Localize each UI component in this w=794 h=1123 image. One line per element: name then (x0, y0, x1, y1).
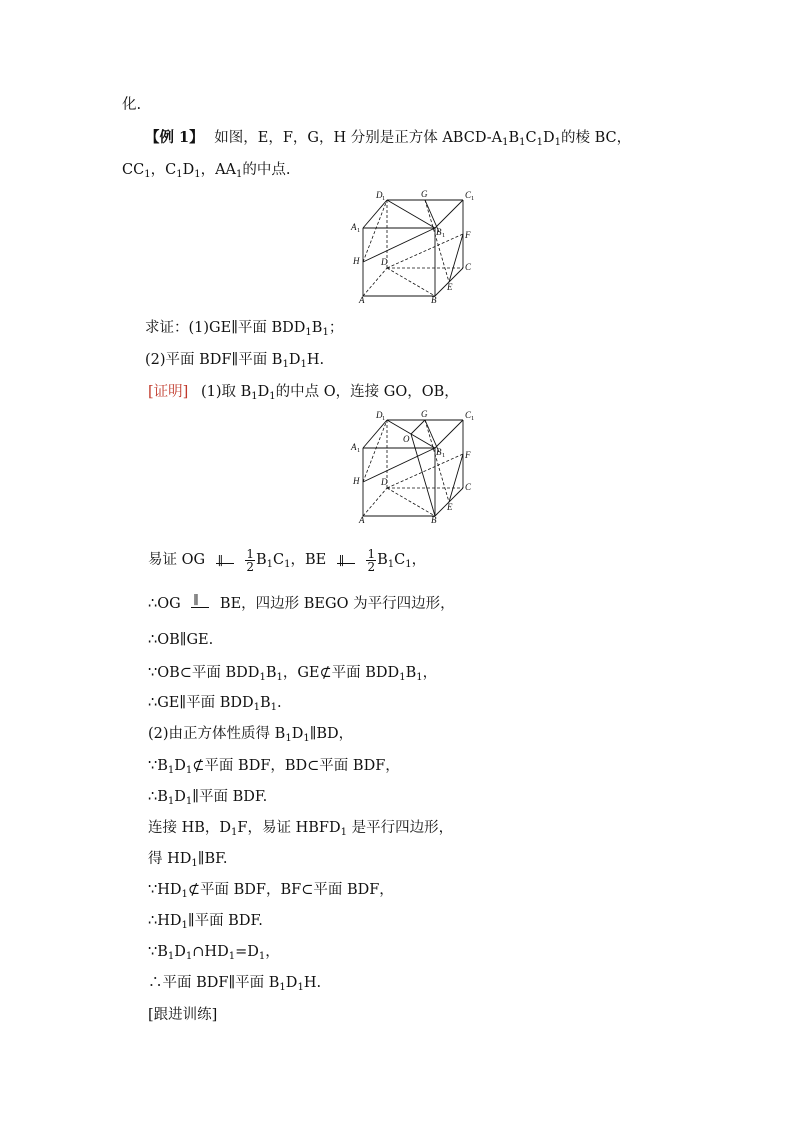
svg-text:A: A (351, 442, 357, 452)
svg-text:1: 1 (357, 227, 361, 234)
proof-line-14: ∴平面 BDF∥平面 $B_1D_1H$. (148, 975, 322, 993)
svg-text:D: D (381, 257, 388, 267)
svg-text:C: C (465, 262, 472, 272)
parallel-equal-symbol: ∥ (189, 594, 211, 614)
svg-text:F: F (465, 450, 471, 460)
svg-text:C: C (465, 410, 472, 420)
svg-text:B: B (431, 515, 437, 524)
svg-text:1: 1 (471, 415, 475, 422)
proof-line-9: 连接 HB，$D_1F$，易证 $HBFD_1$ 是平行四边形， (148, 820, 454, 838)
svg-text:E: E (447, 502, 453, 512)
proof-line-6: (2)由正方体性质得 $B_1D_1\parallel BD$， (148, 726, 354, 744)
svg-text:1: 1 (382, 195, 386, 202)
proof-line-3: ∴OB∥GE. (148, 632, 214, 648)
svg-text:O: O (403, 434, 410, 444)
svg-text:B: B (436, 447, 442, 457)
svg-text:A: A (359, 515, 365, 524)
svg-text:D: D (381, 477, 388, 487)
claim-2: (2)平面 BDF∥平面 $B_1D_1H$. (145, 352, 325, 370)
proof-line-11: $\because HD_1⊄$平面 BDF，BF⊂平面 BDF， (148, 882, 394, 900)
fraction-half: $\frac{1}{2}$ (367, 546, 376, 574)
proof-line-2: ∴OG ∥ BE，四边形 BEGO 为平行四边形， (148, 593, 455, 612)
svg-text:1: 1 (442, 452, 446, 459)
parallel-equal-symbol: ∥ (335, 550, 357, 570)
svg-text:A: A (359, 295, 365, 304)
svg-text:B: B (436, 227, 442, 237)
proof-line-1: 易证 OG ∥ $\frac{1}{2}$ $B_1C_1$，BE ∥ $\frac{1}{2}$ $B_1C_1$， (148, 546, 427, 574)
svg-text:1: 1 (471, 195, 475, 202)
paragraph-end: 化. (122, 97, 142, 113)
svg-text:C: C (465, 482, 472, 492)
example-line-1: 【例 1】 如图，E，F，G，H 分别是正方体 ABCD-$A_1B_1C_1D_1$的棱 BC， (145, 129, 632, 148)
svg-text:D: D (376, 410, 383, 420)
svg-text:G: G (421, 189, 428, 199)
svg-text:H: H (353, 476, 360, 486)
svg-text:1: 1 (442, 232, 446, 239)
proof-line-10: 得 $HD_1\parallel BF$. (148, 851, 228, 869)
proof-tag: [证明] (148, 384, 189, 400)
proof-line-7: $\because B_1D_1⊄$平面 BDF，BD⊂平面 BDF， (148, 758, 400, 776)
svg-text:1: 1 (382, 415, 386, 422)
cube-figure-1 (345, 186, 485, 304)
proof-line-4: ∵OB⊂平面 $BDD_1B_1$，GE⊄平面 $BDD_1B_1$， (148, 665, 438, 683)
svg-text:E: E (447, 282, 453, 292)
proof-line-13: $\because B_1D_1\cap HD_1=D_1$， (148, 944, 280, 962)
svg-text:1: 1 (357, 447, 361, 454)
cube-figure-2 (345, 406, 485, 524)
example-tag: 【例 1】 (145, 129, 204, 146)
proof-line-5: ∴GE∥平面 $BDD_1B_1$. (148, 695, 282, 713)
proof-line-12: $\therefore HD_1\parallel$平面 BDF. (148, 913, 263, 931)
svg-text:A: A (351, 222, 357, 232)
svg-text:G: G (421, 409, 428, 419)
svg-text:C: C (465, 190, 472, 200)
claim-1: 求证：(1)GE∥平面 $BDD_1B_1$； (145, 320, 344, 338)
proof-line-0: [证明] (1)取 $B_1D_1$的中点 O，连接 GO，OB， (148, 384, 459, 402)
proof-line-8: $\therefore B_1D_1\parallel$平面 BDF. (148, 789, 268, 807)
follow-up-heading: [跟进训练] (148, 1007, 218, 1023)
example-intro: 如图，E，F，G，H 分别是正方体 ABCD-A (214, 130, 503, 146)
example-line-2: $CC_1$，$C_1D_1$，$AA_1$的中点. (122, 162, 291, 180)
svg-text:H: H (353, 256, 360, 266)
svg-text:F: F (465, 230, 471, 240)
parallel-equal-symbol: ∥ (214, 550, 236, 570)
svg-text:D: D (376, 190, 383, 200)
fraction-half: $\frac{1}{2}$ (246, 546, 254, 574)
svg-text:B: B (431, 295, 437, 304)
